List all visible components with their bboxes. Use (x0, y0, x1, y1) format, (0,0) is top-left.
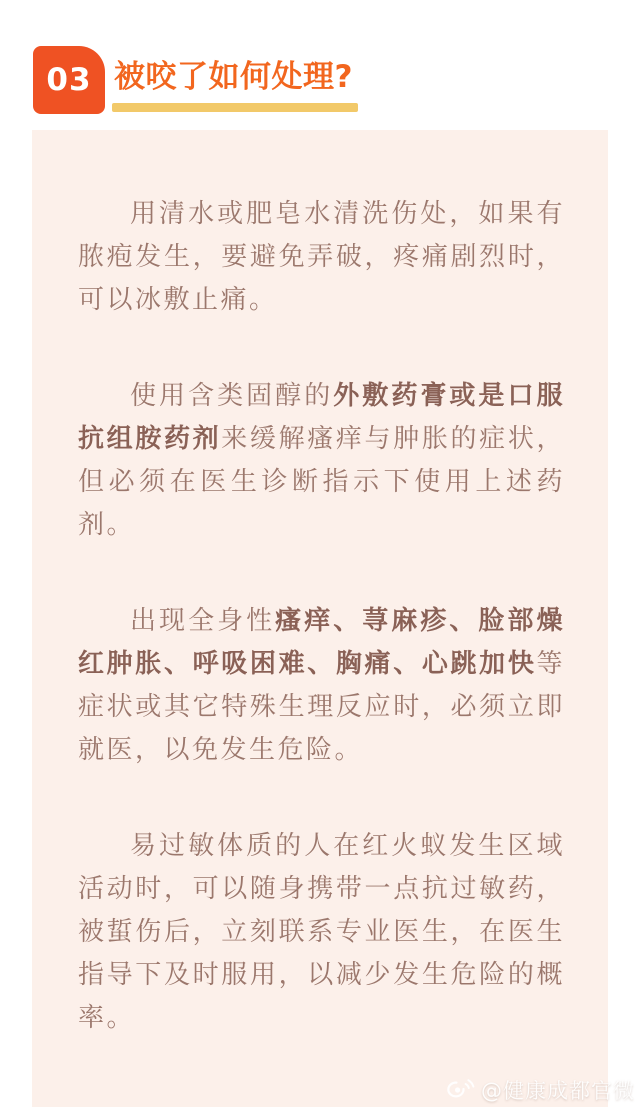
paragraph-bold-segment: 外敷药膏或是口服抗组胺药剂 (78, 381, 565, 454)
paragraph-segment: 等症状或其它特殊生理反应时，必须立即就医，以免发生危险。 (78, 649, 565, 765)
paragraph (78, 375, 565, 547)
card-paragraphs (78, 193, 565, 1040)
paragraph-segment: 用清水或肥皂水清洗伤处，如果有脓疱发生，要避免弄破，疼痛剧烈时，可以冰敷止痛。 (78, 199, 565, 315)
title-underline (112, 103, 358, 112)
paragraph-segment: 出现全身性 (130, 606, 276, 636)
paragraph (78, 825, 565, 1040)
section-number: 03 (46, 62, 92, 98)
paragraph (78, 600, 565, 772)
paragraph (78, 193, 565, 322)
paragraph-segment: 使用含类固醇的 (130, 381, 334, 411)
weibo-icon (446, 1077, 476, 1104)
content-card (32, 130, 608, 1107)
watermark-label: @健康成都官微 (481, 1079, 635, 1103)
watermark (446, 1075, 635, 1105)
paragraph-bold-segment: 瘙痒、荨麻疹、脸部燥红肿胀、呼吸困难、胸痛、心跳加快 (78, 606, 565, 679)
paragraph-segment: 来缓解瘙痒与肿胀的症状，但必须在医生诊断指示下使用上述药剂。 (78, 424, 565, 540)
page-title: 被咬了如何处理? (114, 59, 353, 95)
paragraph-segment: 易过敏体质的人在红火蚁发生区域活动时，可以随身携带一点抗过敏药，被蜇伤后，立刻联系专业医生，在医生指导下及时服用，以减少发生危险的概率。 (78, 831, 565, 1033)
section-number-badge (33, 46, 105, 114)
